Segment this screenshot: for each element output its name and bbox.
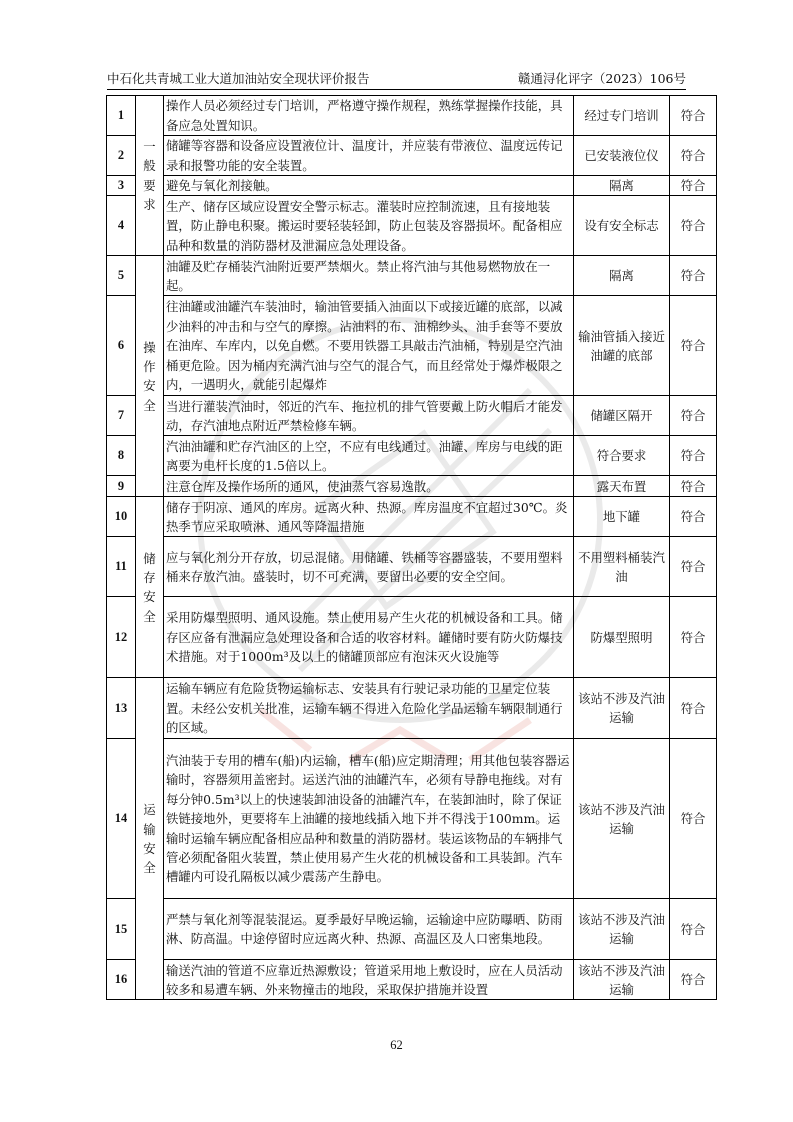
requirement-text: 储存于阴凉、通风的库房。远离火种、热源。库房温度不宜超过30℃。炎热季节应采取喷淋、通风等降温措施 (164, 497, 574, 537)
requirement-text: 储罐等容器和设备应设置液位计、温度计，并应装有带液位、温度远传记录和报警功能的安全装置。 (164, 136, 574, 176)
row-number: 8 (107, 436, 136, 476)
actual-status: 隔离 (574, 176, 670, 196)
category-general: 一般要求 (136, 96, 164, 256)
row-number: 11 (107, 537, 136, 597)
row-number: 5 (107, 256, 136, 296)
evaluation-result: 符合 (670, 476, 717, 497)
requirement-text: 运输车辆应有危险货物运输标志、安装具有行驶记录功能的卫星定位装置。未经公安机关批准，运输车辆不得进入危险化学品运输车辆限制通行的区域。 (164, 678, 574, 739)
table-row (107, 256, 717, 296)
requirement-text: 汽油油罐和贮存汽油区的上空，不应有电线通过。油罐、库房与电线的距离要为电杆长度的1.5倍以上。 (164, 436, 574, 476)
evaluation-result: 符合 (670, 537, 717, 597)
table-row (107, 96, 717, 136)
table-row (107, 396, 717, 436)
category-transport: 运输安全 (136, 678, 164, 1000)
requirement-text: 油罐及贮存桶装汽油附近要严禁烟火。禁止将汽油与其他易燃物放在一起。 (164, 256, 574, 296)
safety-evaluation-table (106, 95, 717, 1000)
requirement-text: 注意仓库及操作场所的通风，使油蒸气容易逸散。 (164, 476, 574, 497)
category-operation: 操作安全 (136, 256, 164, 497)
actual-status: 不用塑料桶装汽油 (574, 537, 670, 597)
row-number: 1 (107, 96, 136, 136)
table-row (107, 678, 717, 739)
requirement-text: 应与氧化剂分开存放，切忌混储。用储罐、铁桶等容器盛装，不要用塑料桶来存放汽油。盛装时，切不可充满，要留出必要的安全空间。 (164, 537, 574, 597)
table-row (107, 899, 717, 960)
requirement-text: 严禁与氧化剂等混装混运。夏季最好早晚运输，运输途中应防曝晒、防雨淋、防高温。中途停留时应远离火种、热源、高温区及人口密集地段。 (164, 899, 574, 960)
table-row (107, 196, 717, 256)
row-number: 16 (107, 960, 136, 1000)
table-row (107, 296, 717, 396)
table-row (107, 176, 717, 196)
evaluation-result: 符合 (670, 136, 717, 176)
table-row (107, 476, 717, 497)
requirement-text: 避免与氧化剂接触。 (164, 176, 574, 196)
evaluation-result: 符合 (670, 899, 717, 960)
evaluation-result: 符合 (670, 436, 717, 476)
requirement-text: 汽油装于专用的槽车(船)内运输，槽车(船)应定期清理；用其他包装容器运输时，容器须用盖密封。运送汽油的油罐汽车，必须有导静电拖线。对有每分钟0.5m³以上的快速装卸油设备的油罐汽车，在装卸油时，除了保证铁链接地外，更要将车上油罐的接地线插入地下并不得浅于100mm。运输时运输车辆应配备相应品种和数量的消防器材。装运该物品的车辆排气管必须配备阻火装置，禁止使用易产生火花的机械设备和工具装卸。汽车槽罐内可设孔隔板以减少震荡产生静电。 (164, 739, 574, 899)
actual-status: 隔离 (574, 256, 670, 296)
actual-status: 经过专门培训 (574, 96, 670, 136)
row-number: 6 (107, 296, 136, 396)
row-number: 4 (107, 196, 136, 256)
row-number: 13 (107, 678, 136, 739)
table-row (107, 960, 717, 1000)
actual-status: 输油管插入接近油罐的底部 (574, 296, 670, 396)
requirement-text: 采用防爆型照明、通风设施。禁止使用易产生火花的机械设备和工具。储存区应备有泄漏应急处理设备和合适的收容材料。罐储时要有防火防爆技术措施。对于1000m³及以上的储罐顶部应有泡沫灭火设施等 (164, 597, 574, 678)
requirement-text: 输送汽油的管道不应靠近热源敷设；管道采用地上敷设时，应在人员活动较多和易遭车辆、外来物撞击的地段，采取保护措施并设置 (164, 960, 574, 1000)
evaluation-result: 符合 (670, 196, 717, 256)
evaluation-result: 符合 (670, 597, 717, 678)
requirement-text: 当进行灌装汽油时，邻近的汽车、拖拉机的排气管要戴上防火帽后才能发动，存汽油地点附近严禁检修车辆。 (164, 396, 574, 436)
actual-status: 符合要求 (574, 436, 670, 476)
evaluation-result: 符合 (670, 497, 717, 537)
header-divider (107, 89, 686, 90)
actual-status: 该站不涉及汽油运输 (574, 739, 670, 899)
evaluation-result: 符合 (670, 296, 717, 396)
actual-status: 该站不涉及汽油运输 (574, 960, 670, 1000)
actual-status: 该站不涉及汽油运输 (574, 678, 670, 739)
actual-status: 储罐区隔开 (574, 396, 670, 436)
evaluation-result: 符合 (670, 678, 717, 739)
actual-status: 已安装液位仪 (574, 136, 670, 176)
evaluation-result: 符合 (670, 176, 717, 196)
row-number: 9 (107, 476, 136, 497)
category-storage: 储存安全 (136, 497, 164, 678)
evaluation-result: 符合 (670, 256, 717, 296)
row-number: 12 (107, 597, 136, 678)
requirement-text: 生产、储存区域应设置安全警示标志。灌装时应控制流速，且有接地装置，防止静电积聚。搬运时要轻装轻卸，防止包装及容器损坏。配备相应品种和数量的消防器材及泄漏应急处理设备。 (164, 196, 574, 256)
evaluation-result: 符合 (670, 739, 717, 899)
table-row (107, 739, 717, 899)
actual-status: 设有安全标志 (574, 196, 670, 256)
table-row (107, 136, 717, 176)
requirement-text: 往油罐或油罐汽车装油时，输油管要插入油面以下或接近罐的底部，以减少油料的冲击和与空气的摩擦。沾油料的布、油棉纱头、油手套等不要放在油库、车库内，以免自燃。不要用铁器工具敲击汽油桶，特别是空汽油桶更危险。因为桶内充满汽油与空气的混合气，而且经常处于爆炸极限之内，一遇明火，就能引起爆炸 (164, 296, 574, 396)
actual-status: 地下罐 (574, 497, 670, 537)
table-row (107, 597, 717, 678)
evaluation-result: 符合 (670, 96, 717, 136)
requirement-text: 操作人员必须经过专门培训，严格遵守操作规程，熟练掌握操作技能，具备应急处置知识。 (164, 96, 574, 136)
row-number: 7 (107, 396, 136, 436)
page-number: 62 (390, 1038, 403, 1052)
header-report-number: 赣通浔化评字（2023）106号 (517, 71, 686, 86)
evaluation-result: 符合 (670, 960, 717, 1000)
evaluation-result: 符合 (670, 396, 717, 436)
table-row (107, 497, 717, 537)
actual-status: 防爆型照明 (574, 597, 670, 678)
row-number: 14 (107, 739, 136, 899)
actual-status: 该站不涉及汽油运输 (574, 899, 670, 960)
actual-status: 露天布置 (574, 476, 670, 497)
row-number: 2 (107, 136, 136, 176)
table-row (107, 436, 717, 476)
row-number: 15 (107, 899, 136, 960)
row-number: 3 (107, 176, 136, 196)
row-number: 10 (107, 497, 136, 537)
table-row (107, 537, 717, 597)
header-report-title: 中石化共青城工业大道加油站安全现状评价报告 (107, 71, 370, 86)
